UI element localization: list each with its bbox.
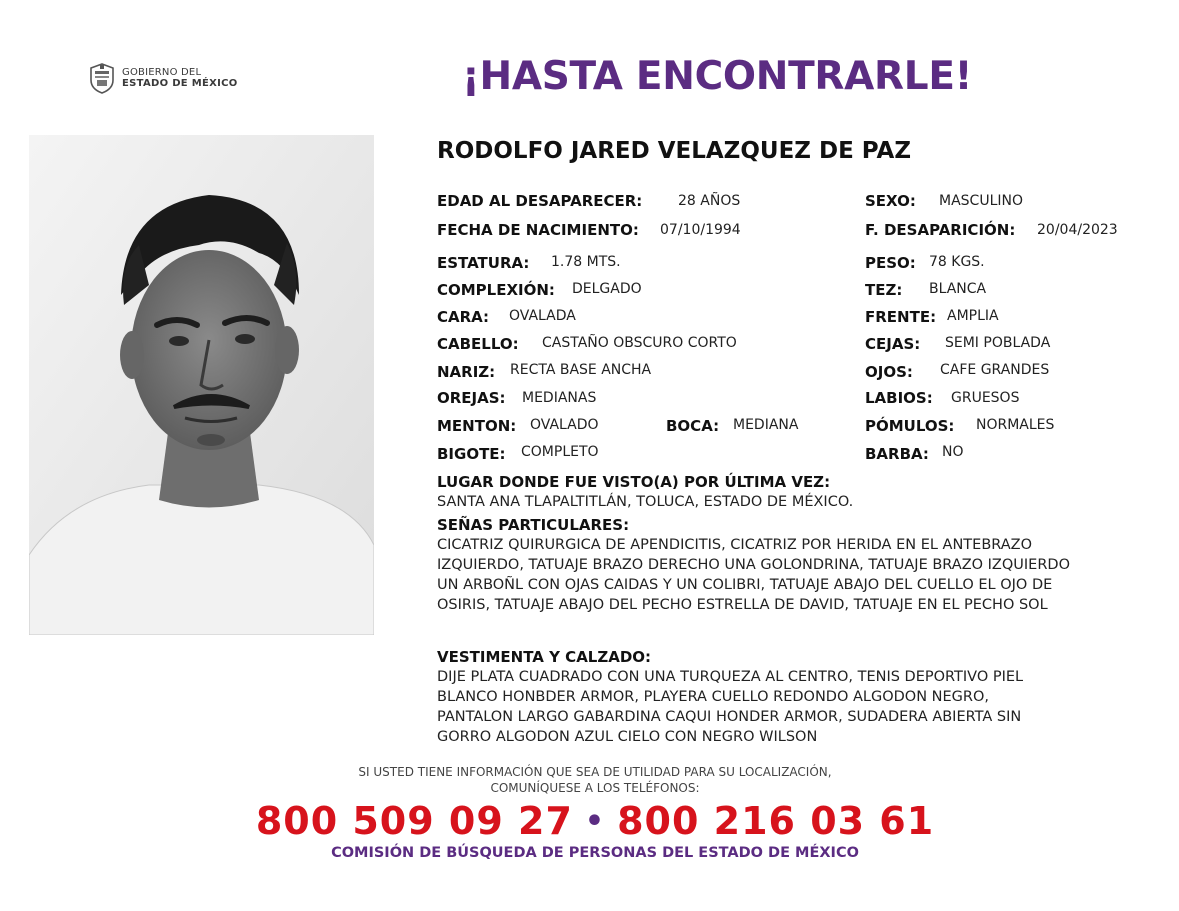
clothing-text [437,667,1023,747]
value-fecha-desaparicion: 20/04/2023 [1037,222,1118,238]
label-estatura: ESTATURA: [437,254,530,272]
value-menton: OVALADO [530,417,599,433]
label-cara: CARA: [437,308,490,326]
label-edad: EDAD AL DESAPARECER: [437,192,643,210]
label-peso: PESO: [865,254,916,272]
clothing-line: DIJE PLATA CUADRADO CON UNA TURQUEZA AL CENTRO, TENIS DEPORTIVO PIEL [437,669,1024,685]
value-bigote: COMPLETO [521,444,599,460]
label-pomulos: PÓMULOS: [865,417,955,435]
value-edad: 28 AÑOS [678,193,741,209]
phone-numbers [150,797,1040,849]
label-boca: BOCA: [666,417,720,435]
marks-line: UN ARBOÑL CON OJAS CAIDAS Y UN COLIBRI, TATUAJE ABAJO DEL CUELLO EL OJO DE [437,577,1053,593]
value-sexo: MASCULINO [939,193,1023,209]
value-complexion: DELGADO [572,281,642,297]
contact-note-line1: SI USTED TIENE INFORMACIÓN QUE SEA DE UTILIDAD PARA SU LOCALIZACIÓN, [358,765,832,779]
label-fecha-desaparicion: F. DESAPARICIÓN: [865,221,1016,239]
value-ojos: CAFE GRANDES [940,362,1050,378]
logo-text-line2: ESTADO DE MÉXICO [122,78,238,89]
label-menton: MENTON: [437,417,517,435]
marks-line: IZQUIERDO, TATUAJE BRAZO DERECHO UNA GOLONDRINA, TATUAJE BRAZO IZQUIERDO [437,557,1070,573]
government-logo [88,62,238,94]
value-pomulos: NORMALES [976,417,1055,433]
clothing-line: GORRO ALGODON AZUL CIELO CON NEGRO WILSON [437,729,818,745]
value-boca: MEDIANA [733,417,799,433]
marks-text [437,535,1070,615]
last-seen-heading: LUGAR DONDE FUE VISTO(A) POR ÚLTIMA VEZ: [437,473,831,491]
label-tez: TEZ: [865,281,903,299]
label-complexion: COMPLEXIÓN: [437,281,555,299]
coat-of-arms-icon [88,62,116,94]
person-name: RODOLFO JARED VELAZQUEZ DE PAZ [437,138,912,164]
clothing-heading: VESTIMENTA Y CALZADO: [437,648,652,666]
value-cara: OVALADA [509,308,576,324]
contact-note-line2: COMUNÍQUESE A LOS TELÉFONOS: [490,781,700,795]
label-fecha-nacimiento: FECHA DE NACIMIENTO: [437,221,639,239]
value-cejas: SEMI POBLADA [945,335,1051,351]
label-cejas: CEJAS: [865,335,921,353]
phone-number-2[interactable]: 800 216 03 61 [617,799,935,843]
bullet-separator: • [584,804,606,839]
last-seen-line: SANTA ANA TLAPALTITLÁN, TOLUCA, ESTADO DE MÉXICO. [437,494,854,510]
phone-number-1[interactable]: 800 509 09 27 [255,799,573,843]
value-estatura: 1.78 MTS. [551,254,621,270]
label-orejas: OREJAS: [437,389,506,407]
label-nariz: NARIZ: [437,363,496,381]
label-cabello: CABELLO: [437,335,519,353]
marks-line: OSIRIS, TATUAJE ABAJO DEL PECHO ESTRELLA DE DAVID, TATUAJE EN EL PECHO SOL [437,597,1048,613]
label-sexo: SEXO: [865,192,916,210]
value-nariz: RECTA BASE ANCHA [510,362,652,378]
clothing-line: PANTALON LARGO GABARDINA CAQUI HONDER ARMOR, SUDADERA ABIERTA SIN [437,709,1022,725]
headline: ¡HASTA ENCONTRARLE! [462,54,973,99]
label-frente: FRENTE: [865,308,937,326]
label-bigote: BIGOTE: [437,445,506,463]
marks-line: CICATRIZ QUIRURGICA DE APENDICITIS, CICATRIZ POR HERIDA EN EL ANTEBRAZO [437,537,1033,553]
value-orejas: MEDIANAS [522,390,597,406]
value-cabello: CASTAÑO OBSCURO CORTO [542,335,737,351]
value-tez: BLANCA [929,281,987,297]
person-photo [29,135,374,635]
value-labios: GRUESOS [951,390,1020,406]
value-peso: 78 KGS. [929,254,985,270]
marks-heading: SEÑAS PARTICULARES: [437,516,630,534]
label-ojos: OJOS: [865,363,913,381]
value-frente: AMPLIA [947,308,999,324]
logo-text-line1: GOBIERNO DEL [122,67,202,78]
value-barba: NO [942,444,964,460]
contact-note [200,764,990,796]
label-labios: LABIOS: [865,389,933,407]
value-fecha-nacimiento: 07/10/1994 [660,222,741,238]
commission-name: COMISIÓN DE BÚSQUEDA DE PERSONAS DEL ESTADO DE MÉXICO [331,845,859,861]
last-seen-text [437,492,853,512]
clothing-line: BLANCO HONBDER ARMOR, PLAYERA CUELLO REDONDO ALGODON NEGRO, [437,689,990,705]
label-barba: BARBA: [865,445,929,463]
